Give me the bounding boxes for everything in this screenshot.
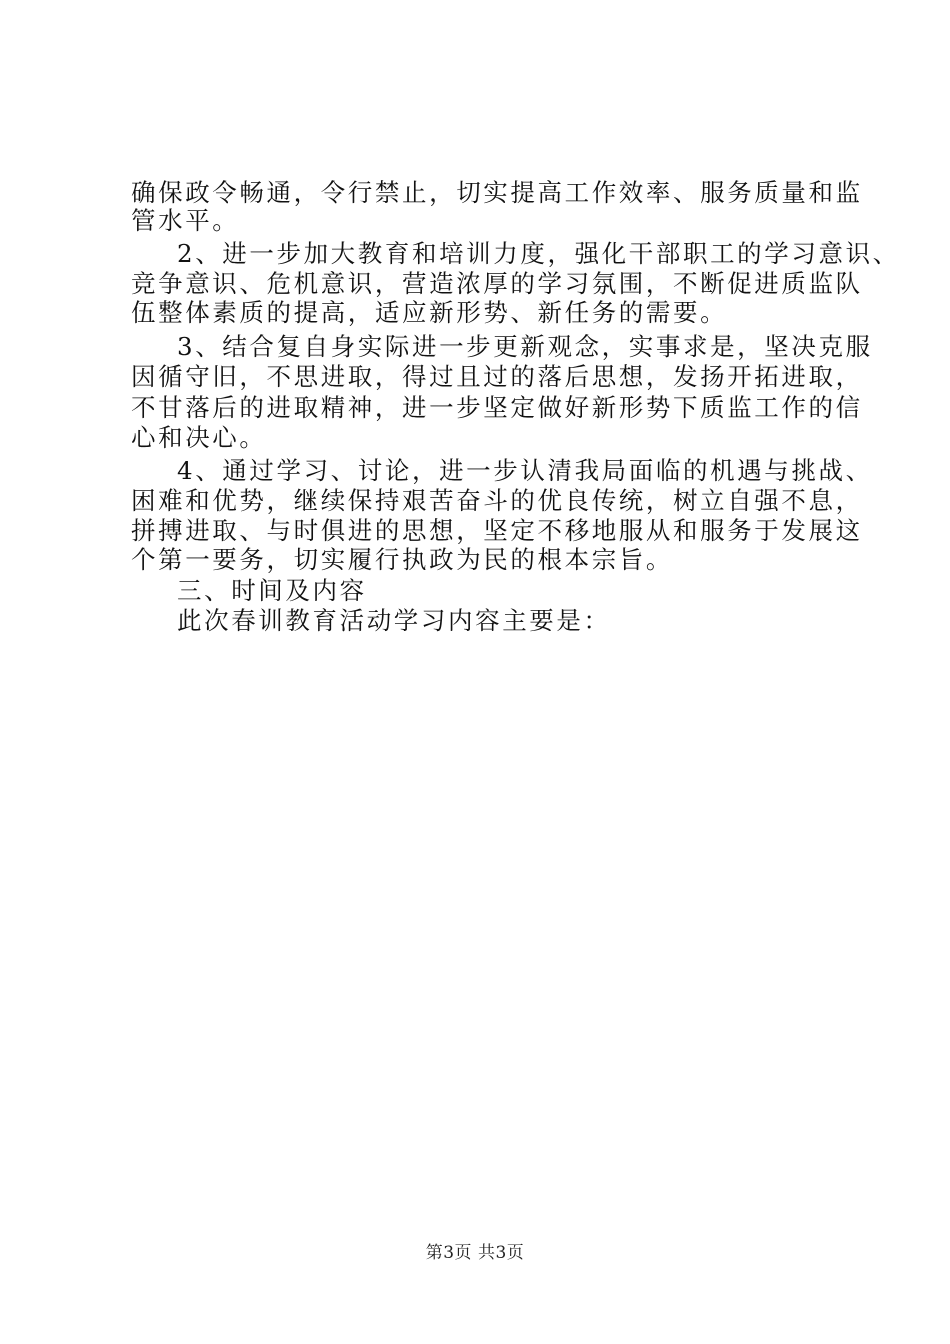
paragraph-line: 不甘落后的进取精神，进一步坚定做好新形势下质监工作的信 xyxy=(131,393,863,422)
paragraph-line: 困难和优势，继续保持艰苦奋斗的优良传统，树立自强不息， xyxy=(131,486,863,515)
paragraph-line: 个第一要务，切实履行执政为民的根本宗旨。 xyxy=(131,545,673,574)
paragraph-line: 竞争意识、危机意识，营造浓厚的学习氛围，不断促进质监队 xyxy=(131,269,863,298)
page-number-footer: 第3页 共3页 xyxy=(425,1243,525,1263)
paragraph-line: 4、通过学习、讨论，进一步认清我局面临的机遇与挑战、 xyxy=(177,456,873,485)
paragraph-line: 因循守旧，不思进取，得过且过的落后思想，发扬开拓进取， xyxy=(131,362,863,391)
paragraph-line: 此次春训教育活动学习内容主要是： xyxy=(177,606,611,635)
paragraph-line: 拼搏进取、与时俱进的思想，坚定不移地服从和服务于发展这 xyxy=(131,516,863,545)
section-heading: 三、时间及内容 xyxy=(177,576,367,605)
paragraph-line: 2、进一步加大教育和培训力度，强化干部职工的学习意识、 xyxy=(177,239,900,268)
paragraph-line: 确保政令畅通，令行禁止，切实提高工作效率、服务质量和监 xyxy=(131,178,863,207)
paragraph-line: 伍整体素质的提高，适应新形势、新任务的需要。 xyxy=(131,298,728,327)
paragraph-line: 3、结合复自身实际进一步更新观念，实事求是，坚决克服 xyxy=(177,332,873,361)
paragraph-line: 心和决心。 xyxy=(131,423,267,452)
paragraph-line: 管水平。 xyxy=(131,206,240,235)
